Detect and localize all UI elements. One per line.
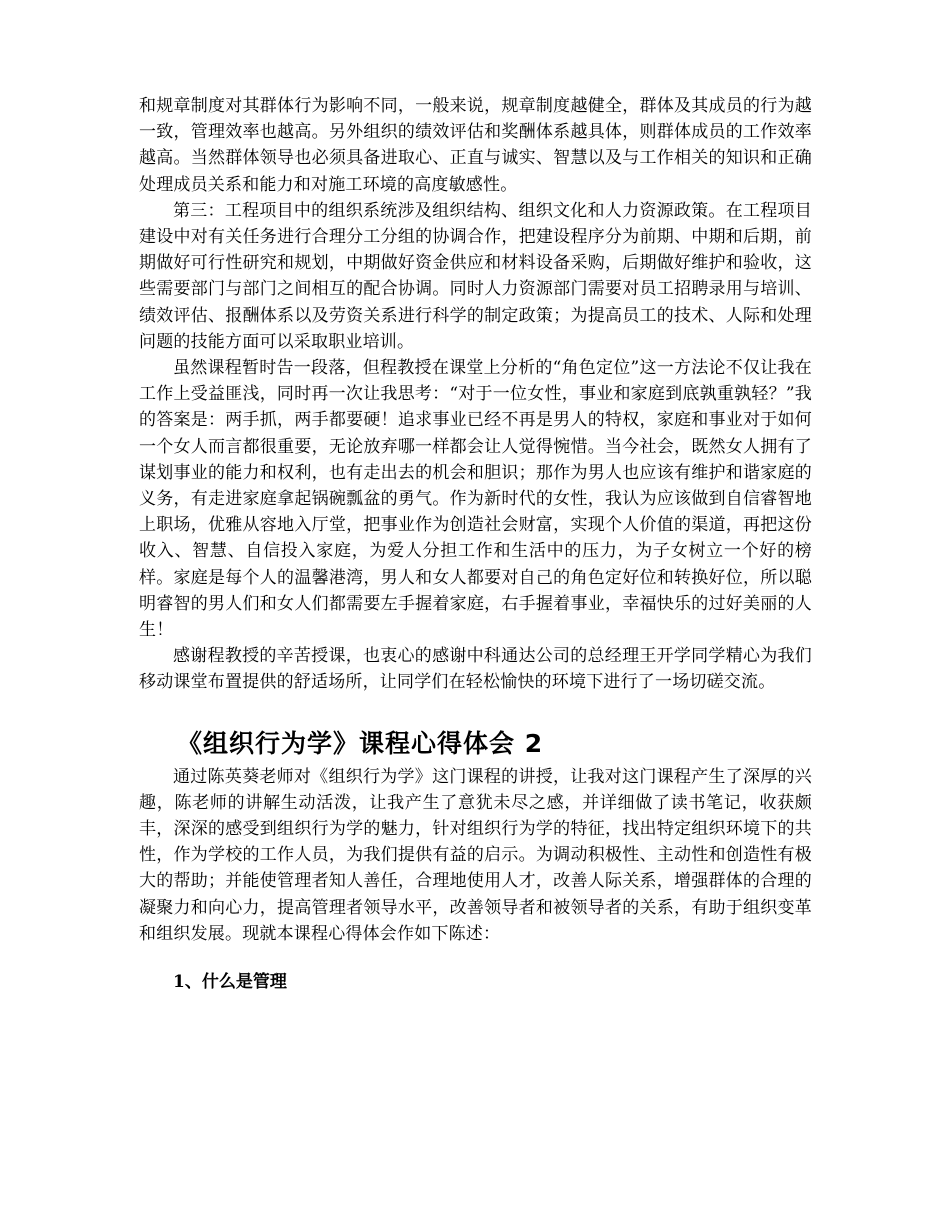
document-body: [139, 93, 812, 995]
paragraph-group-behavior: 和规章制度对其群体行为影响不同，一般来说，规章制度越健全，群体及其成员的行为越一致，管理效率也越高。另外组织的绩效评估和奖酬体系越具体，则群体成员的工作效率越高。当然群体领导也必须具备进取心、正直与诚实、智慧以及与工作相关的知识和正确处理成员关系和能力和对施工环境的高度敏感性。: [139, 96, 812, 195]
paragraph-acknowledgement: 感谢程教授的辛苦授课，也衷心的感谢中科通达公司的总经理王开学同学精心为我们移动课堂布置提供的舒适场所，让同学们在轻松愉快的环境下进行了一场切磋交流。: [139, 646, 812, 693]
paragraph-organization-system: 第三：工程项目中的组织系统涉及组织结构、组织文化和人力资源政策。在工程项目建设中对有关任务进行合理分工分组的协调合作，把建设程序分为前期、中期和后期，前期做好可行性研究和规划，中期做好资金供应和材料设备采购，后期做好维护和验收，这些需要部门与部门之间相互的配合协调。同时人力资源部门需要对员工招聘录用与培训、绩效评估、报酬体系以及劳资关系进行科学的制定政策；为提高员工的技术、人际和处理问题的技能方面可以采取职业培训。: [139, 200, 812, 352]
paragraph-role-positioning: 虽然课程暂时告一段落，但程教授在课堂上分析的“角色定位”这一方法论不仅让我在工作上受益匪浅，同时再一次让我思考：“对于一位女性，事业和家庭到底孰重孰轻？”我的答案是：两手抓，两手都要硬！追求事业已经不再是男人的特权，家庭和事业对于如何一个女人而言都很重要，无论放弃哪一样都会让人觉得惋惜。当今社会，既然女人拥有了谋划事业的能力和权利，也有走出去的机会和胆识；那作为男人也应该有维护和谐家庭的义务，有走进家庭拿起锅碗瓢盆的勇气。作为新时代的女性，我认为应该做到自信睿智地上职场，优雅从容地入厅堂，把事业作为创造社会财富，实现个人价值的渠道，再把这份收入、智慧、自信投入家庭，为爱人分担工作和生活中的压力，为子女树立一个好的榜样。家庭是每个人的温馨港湾，男人和女人都要对自己的角色定好位和转换好位，所以聪明睿智的男人们和女人们都需要左手握着家庭，右手握着事业，幸福快乐的过好美丽的人生！: [139, 358, 812, 641]
paragraph-course-intro: 通过陈英葵老师对《组织行为学》这门课程的讲授，让我对这门课程产生了深厚的兴趣，陈老师的讲解生动活泼，让我产生了意犹未尽之感，并详细做了读书笔记，收获颇丰，深深的感受到组织行为学的魅力，针对组织行为学的特征，找出特定组织环境下的共性，作为学校的工作人员，为我们提供有益的启示。为调动积极性、主动性和创造性有极大的帮助；并能使管理者知人善任，合理地使用人才，改善人际关系，增强群体的合理的凝聚力和向心力，提高管理者领导水平，改善领导者和被领导者的关系，有助于组织变革和组织发展。现就本课程心得体会作如下陈述：: [139, 766, 812, 944]
section-title: 《组织行为学》课程心得体会 2: [177, 728, 544, 758]
subheading-what-is-management: 1、什么是管理: [173, 972, 287, 993]
